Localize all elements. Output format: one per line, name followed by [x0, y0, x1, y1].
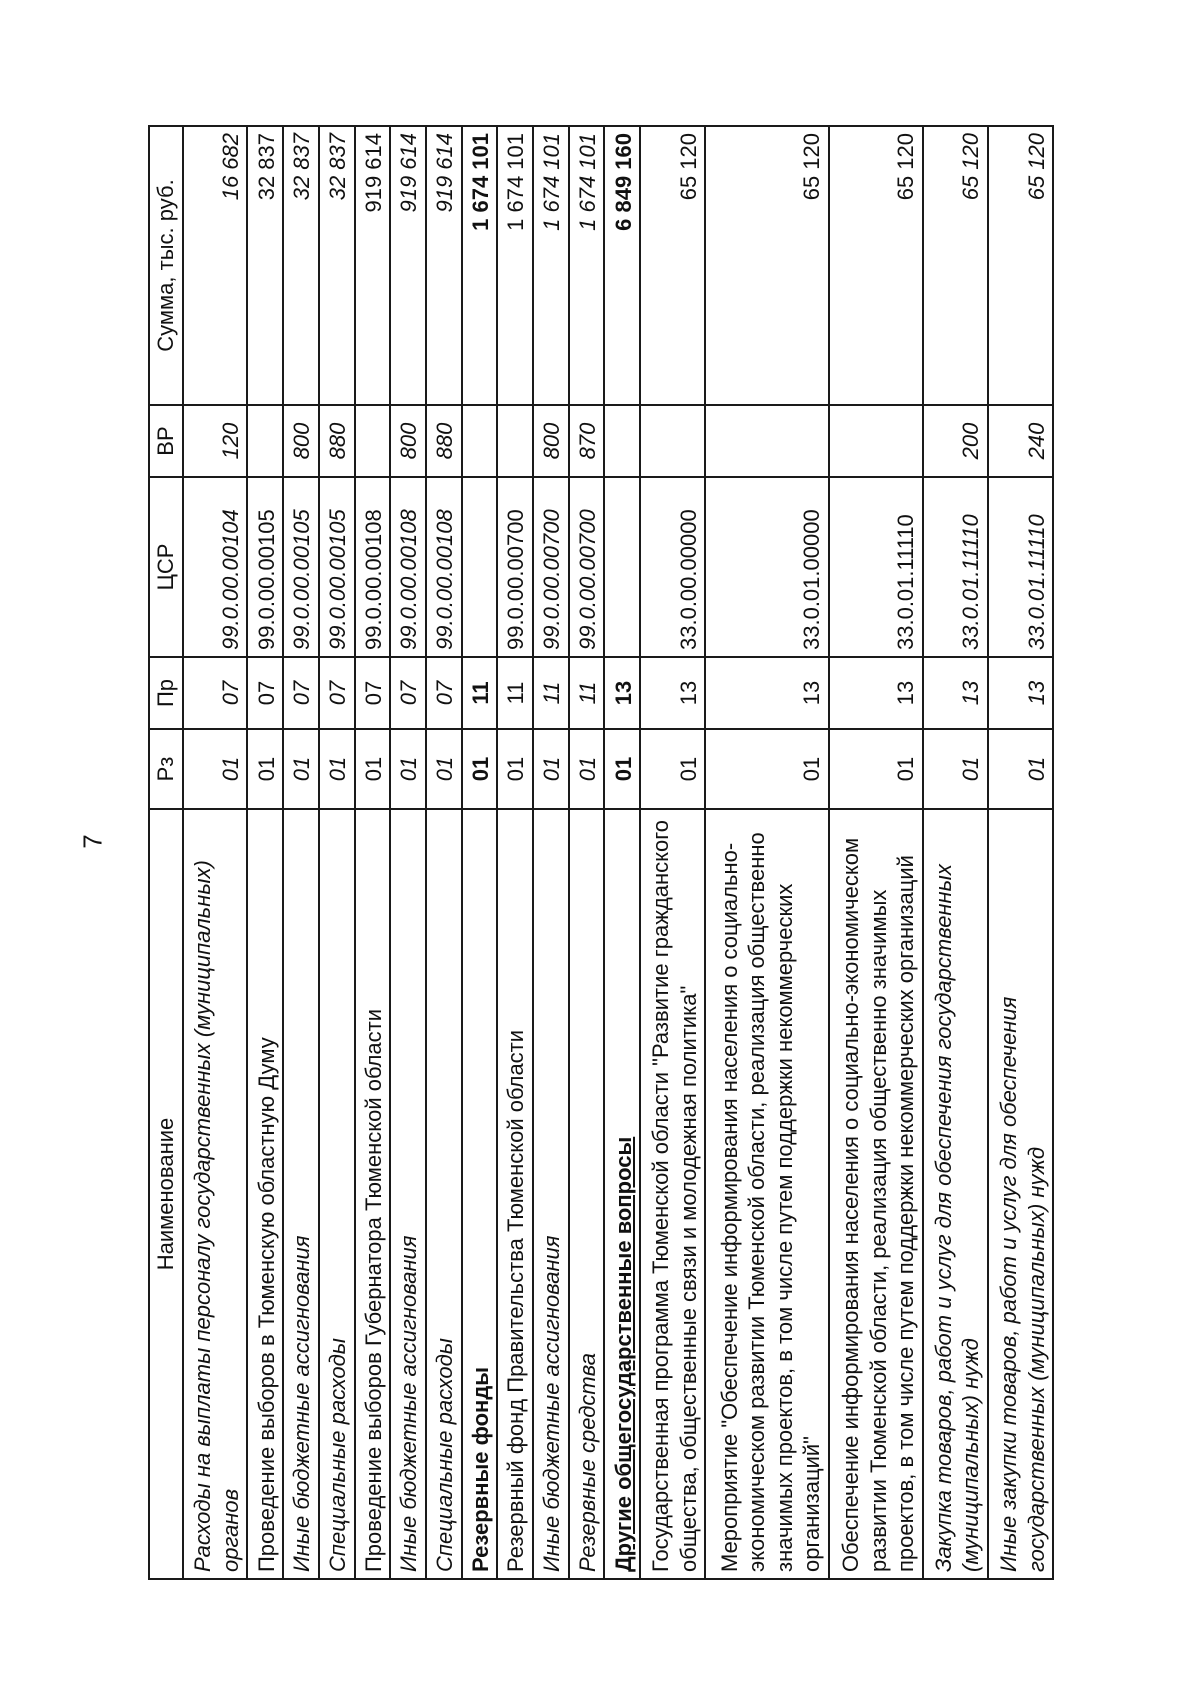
cell-rz: 01: [247, 729, 283, 809]
cell-csr: 33.0.01.11110: [988, 477, 1053, 657]
cell-vr: 240: [988, 405, 1053, 477]
cell-csr: 99.0.00.00700: [497, 477, 533, 657]
cell-pr: 11: [462, 657, 498, 729]
cell-name: Расходы на выплаты персоналу государственных (муниципальных) органов: [183, 809, 248, 1579]
cell-sum: 1 674 101: [462, 126, 498, 405]
cell-vr: [462, 405, 498, 477]
table-row: [988, 126, 1053, 1579]
header-name: Наименование: [149, 809, 183, 1579]
cell-pr: 13: [988, 657, 1053, 729]
cell-rz: 01: [640, 729, 705, 809]
cell-sum: 16 682: [183, 126, 248, 405]
cell-pr: 13: [829, 657, 923, 729]
cell-rz: 01: [426, 729, 462, 809]
cell-rz: 01: [497, 729, 533, 809]
cell-name: Закупка товаров, работ и услуг для обеспечения государственных (муниципальных) нужд: [923, 809, 988, 1579]
header-pr: Пр: [149, 657, 183, 729]
cell-vr: 800: [283, 405, 319, 477]
cell-sum: 65 120: [988, 126, 1053, 405]
cell-name: Специальные расходы: [319, 809, 355, 1579]
table-row: [640, 126, 705, 1579]
cell-vr: 880: [426, 405, 462, 477]
cell-name: Проведение выборов Губернатора Тюменской области: [355, 809, 391, 1579]
cell-sum: 32 837: [319, 126, 355, 405]
table-row: [829, 126, 923, 1579]
cell-sum: 1 674 101: [497, 126, 533, 405]
cell-csr: 33.0.01.11110: [923, 477, 988, 657]
cell-sum: 1 674 101: [569, 126, 605, 405]
cell-vr: [247, 405, 283, 477]
cell-rz: 01: [462, 729, 498, 809]
table-row: [390, 126, 426, 1579]
cell-vr: 200: [923, 405, 988, 477]
cell-sum: 919 614: [426, 126, 462, 405]
header-vr: ВР: [149, 405, 183, 477]
cell-pr: 07: [390, 657, 426, 729]
cell-csr: 99.0.00.00108: [390, 477, 426, 657]
cell-sum: 919 614: [390, 126, 426, 405]
cell-pr: 13: [923, 657, 988, 729]
cell-rz: 01: [988, 729, 1053, 809]
cell-pr: 13: [640, 657, 705, 729]
cell-name: Резервные средства: [569, 809, 605, 1579]
cell-pr: 11: [533, 657, 569, 729]
cell-csr: [604, 477, 640, 657]
cell-name: Иные бюджетные ассигнования: [533, 809, 569, 1579]
table-row: [497, 126, 533, 1579]
cell-csr: 33.0.00.00000: [640, 477, 705, 657]
cell-name: Обеспечение информирования населения о социально-экономическом развитии Тюменской области, реализация общественно значимых проектов, в том числе путем поддержки некоммерческих организаций: [829, 809, 923, 1579]
cell-pr: 07: [183, 657, 248, 729]
cell-vr: 120: [183, 405, 248, 477]
cell-rz: 01: [705, 729, 829, 809]
cell-sum: 32 837: [247, 126, 283, 405]
cell-rz: 01: [829, 729, 923, 809]
header-rz: Рз: [149, 729, 183, 809]
cell-rz: 01: [355, 729, 391, 809]
cell-sum: 919 614: [355, 126, 391, 405]
table-row: [319, 126, 355, 1579]
table-row: [923, 126, 988, 1579]
cell-csr: 99.0.00.00105: [283, 477, 319, 657]
table-row: [533, 126, 569, 1579]
cell-csr: 33.0.01.11110: [829, 477, 923, 657]
table-row: [604, 126, 640, 1579]
cell-sum: 65 120: [923, 126, 988, 405]
cell-vr: 800: [533, 405, 569, 477]
cell-vr: [705, 405, 829, 477]
cell-pr: 07: [355, 657, 391, 729]
cell-pr: 07: [319, 657, 355, 729]
cell-name: Иные бюджетные ассигнования: [390, 809, 426, 1579]
table-row: [247, 126, 283, 1579]
cell-pr: 07: [426, 657, 462, 729]
cell-csr: 99.0.00.00700: [533, 477, 569, 657]
cell-name: Иные закупки товаров, работ и услуг для обеспечения государственных (муниципальных) нужд: [988, 809, 1053, 1579]
cell-sum: 6 849 160: [604, 126, 640, 405]
cell-pr: 11: [497, 657, 533, 729]
cell-rz: 01: [923, 729, 988, 809]
table-row: [462, 126, 498, 1579]
cell-pr: 11: [569, 657, 605, 729]
cell-csr: [462, 477, 498, 657]
cell-rz: 01: [319, 729, 355, 809]
cell-rz: 01: [183, 729, 248, 809]
cell-csr: 33.0.01.00000: [705, 477, 829, 657]
cell-name: Государственная программа Тюменской области "Развитие гражданского общества, общественные связи и молодежная политика": [640, 809, 705, 1579]
cell-csr: 99.0.00.00108: [426, 477, 462, 657]
table-row: [283, 126, 319, 1579]
cell-name: Мероприятие "Обеспечение информирования населения о социально-экономическом развитии Тюменской области, реализация общественно значимых проектов, в том числе путем поддержки некоммерческих организаций": [705, 809, 829, 1579]
cell-name: Другие общегосударственные вопросы: [604, 809, 640, 1579]
cell-vr: 880: [319, 405, 355, 477]
table-row: [355, 126, 391, 1579]
cell-sum: 65 120: [829, 126, 923, 405]
cell-csr: 99.0.00.00105: [247, 477, 283, 657]
cell-vr: 870: [569, 405, 605, 477]
cell-vr: 800: [390, 405, 426, 477]
cell-sum: 65 120: [640, 126, 705, 405]
table-header-row: [149, 126, 183, 1579]
table-row: [183, 126, 248, 1579]
cell-name: Резервные фонды: [462, 809, 498, 1579]
cell-pr: 13: [604, 657, 640, 729]
cell-pr: 07: [247, 657, 283, 729]
cell-rz: 01: [604, 729, 640, 809]
cell-csr: 99.0.00.00105: [319, 477, 355, 657]
cell-name: Специальные расходы: [426, 809, 462, 1579]
cell-csr: 99.0.00.00700: [569, 477, 605, 657]
cell-name: Проведение выборов в Тюменскую областную Думу: [247, 809, 283, 1579]
cell-rz: 01: [390, 729, 426, 809]
cell-csr: 99.0.00.00108: [355, 477, 391, 657]
cell-vr: [604, 405, 640, 477]
table-body: [183, 126, 1054, 1579]
cell-sum: 65 120: [705, 126, 829, 405]
rotated-table-wrapper: [148, 127, 1054, 1580]
table-row: [705, 126, 829, 1579]
cell-sum: 32 837: [283, 126, 319, 405]
cell-vr: [829, 405, 923, 477]
cell-csr: 99.0.00.00104: [183, 477, 248, 657]
cell-rz: 01: [283, 729, 319, 809]
cell-vr: [355, 405, 391, 477]
cell-vr: [640, 405, 705, 477]
cell-pr: 07: [283, 657, 319, 729]
budget-table: [148, 125, 1054, 1580]
cell-pr: 13: [705, 657, 829, 729]
cell-vr: [497, 405, 533, 477]
header-sum: Сумма, тыс. руб.: [149, 126, 183, 405]
cell-sum: 1 674 101: [533, 126, 569, 405]
cell-name: Иные бюджетные ассигнования: [283, 809, 319, 1579]
header-csr: ЦСР: [149, 477, 183, 657]
cell-rz: 01: [533, 729, 569, 809]
table-row: [569, 126, 605, 1579]
page-number: 7: [77, 834, 108, 849]
table-row: [426, 126, 462, 1579]
cell-rz: 01: [569, 729, 605, 809]
cell-name: Резервный фонд Правительства Тюменской области: [497, 809, 533, 1579]
